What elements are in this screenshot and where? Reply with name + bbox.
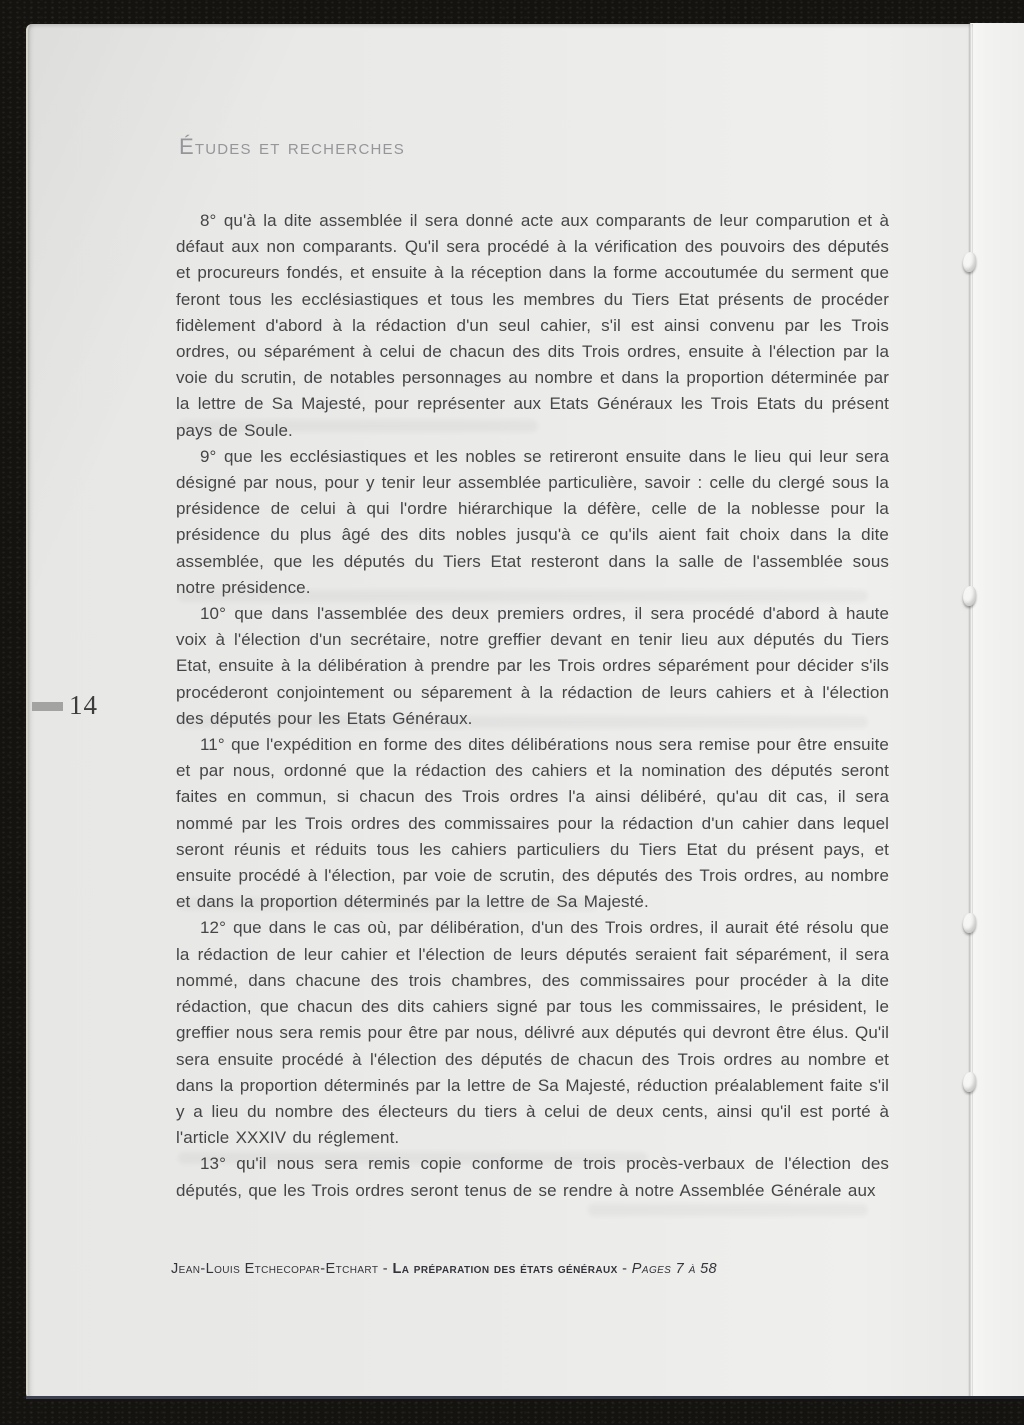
margin-page-number: 14: [69, 690, 98, 720]
footer-page-range: Pages 7 à 58: [631, 1261, 718, 1277]
footer-separator: -: [378, 1261, 393, 1277]
page-fold-edge: [968, 23, 972, 1397]
underlying-page-edge: [971, 23, 1024, 1398]
running-footer: [171, 1261, 891, 1277]
section-header: Études et recherches: [179, 134, 405, 159]
paragraph-13: 13° qu'il nous sera remis copie conforme de trois procès-verbaux de l'élection des députés, que les Trois ordres seront tenus de se rendre à notre Assemblée Générale aux: [176, 1154, 889, 1200]
paragraph-8: 8° qu'à la dite assemblée il sera donné acte aux comparants de leur comparution et à défaut aux non comparants. Qu'il sera procédé à la vérification des pouvoirs des députés et procureurs fondés, et ensuite à la réception dans la forme accoutumée du serment que feront tous les ecclésiastiques et tous les membres du Tiers Etat présents de procéder fidèlement d'abord à la rédaction d'un seul cahier, s'il est ainsi convenu par les Trois ordres, ou séparément à celui de chacun des dits Trois ordres, ensuite à l'élection par la voie du scrutin, de notables personnages au nombre et dans la proportion déterminée par la lettre de Sa Majesté, pour représenter aux Etats Généraux les Trois Etats du présent pays de Soule.: [176, 211, 889, 440]
footer-author: Jean-Louis Etchecopar-Etchart: [171, 1261, 379, 1277]
page-number-tick: [32, 702, 63, 711]
paragraph-9: 9° que les ecclésiastiques et les nobles se retireront ensuite dans le lieu qui leur sera désigné par nous, pour y tenir leur assemblée particulière, savoir : celle du clergé sous la présidence de celui à qui l'ordre hiérarchique la défère, celle de la noblesse pour la présidence du plus âgé des dits nobles jusqu'à ce qu'ils aient fait choix dans la dite assemblée, que les députés du Tiers Etat resteront dans la salle de l'assemblée sous notre présidence.: [176, 446, 889, 597]
ink-bleed-smudge: [588, 1204, 868, 1216]
paragraph-11: 11° que l'expédition en forme des dites délibérations nous sera remise pour être ensuite et par nous, ordonné que la rédaction des cahiers et la nomination des députés seront faites en commun, si chacun des Trois ordres l'a ainsi délibéré, qu'au dit cas, il sera nommé par les Trois ordres des commissaires pour la rédaction d'un cahier dans lequel seront réunis et réduits tous les cahiers particuliers du Tiers Etat du présent pays, et ensuite procédé à l'élection, par voie de scrutin, des députés des Trois ordres, au nombre et dans la proportion déterminés par la lettre de Sa Majesté.: [176, 735, 889, 912]
paragraph-10: 10° que dans l'assemblée des deux premiers ordres, il sera procédé d'abord à haute voix à l'élection d'un secrétaire, notre greffier devant en tenir lieu aux députés du Tiers Etat, ensuite à la délibération à prendre par les Trois ordres séparément pour décider s'ils procéderont conjointement ou séparement à la rédaction de leurs cahiers et à l'élection des députés pour les Etats Généraux.: [176, 604, 889, 728]
body-text-column: [176, 208, 889, 1204]
footer-separator: -: [617, 1261, 632, 1277]
book-page: [26, 24, 973, 1398]
page-bottom-edge: [26, 1396, 1024, 1399]
paragraph-12: 12° que dans le cas où, par délibération, d'un des Trois ordres, il aurait été résolu que la rédaction de leur cahier et l'élection de leurs députés seraient fait séparément, il sera nommé, dans chacune des trois chambres, des commissaires pour procéder à la dite rédaction, que chacun des dits cahiers signé par tous les commissaires, le président, le greffier nous sera remis pour être par nous, délivré aux députés qui devront être élus. Qu'il sera ensuite procédé à l'élection des députés de chacun des Trois ordres au nombre et dans la proportion déterminés par la lettre de Sa Majesté, réduction préalablement faite s'il y a lieu du nombre des électeurs du tiers à celui de deux cents, ainsi qu'il est porté à l'article XXXIV du réglement.: [176, 918, 889, 1148]
footer-article-title: La préparation des états généraux: [392, 1261, 618, 1277]
